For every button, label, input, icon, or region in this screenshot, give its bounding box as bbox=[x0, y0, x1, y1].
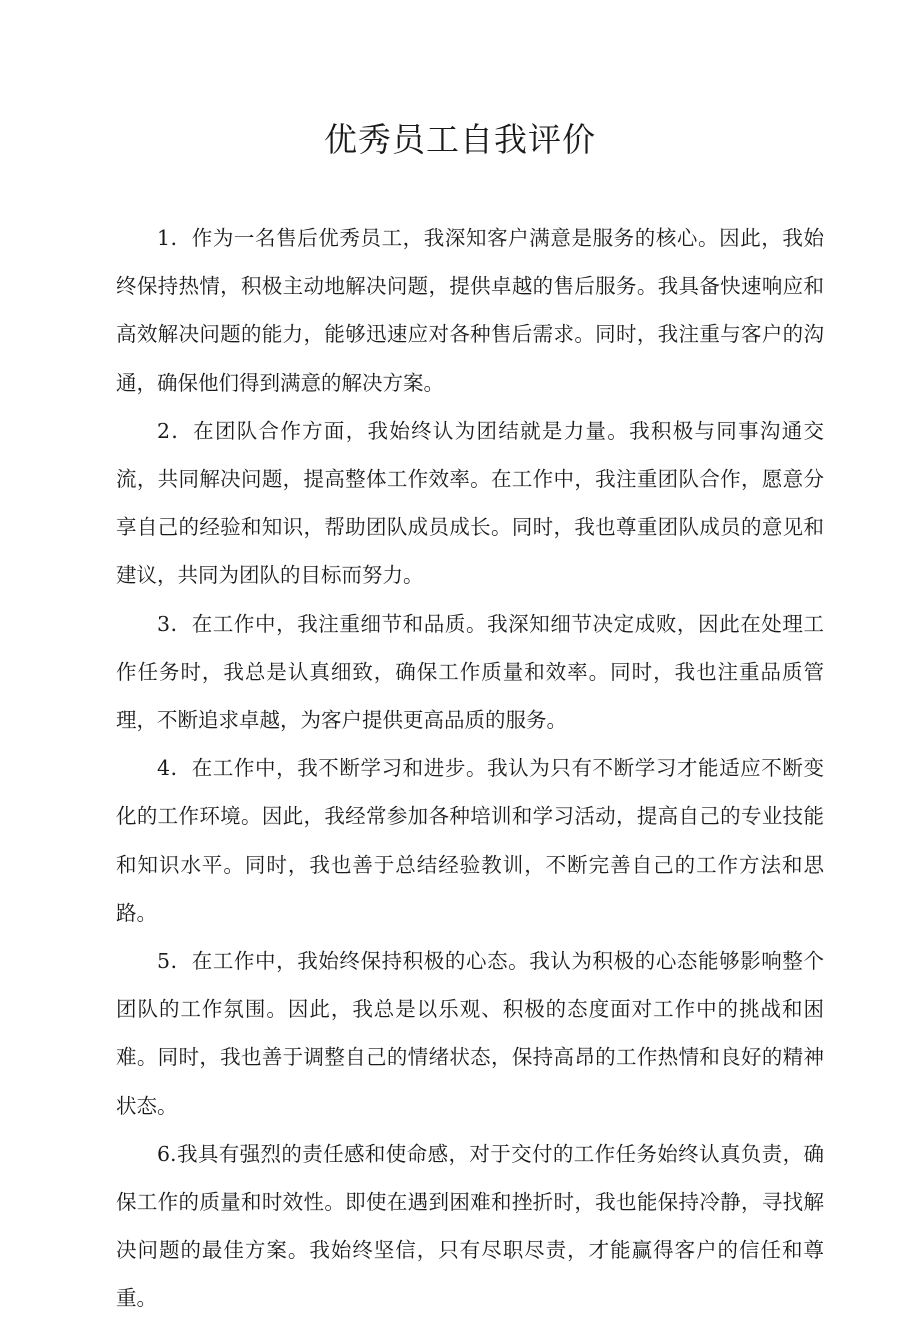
paragraph-6: 6.我具有强烈的责任感和使命感，对于交付的工作任务始终认真负责，确保工作的质量和时效性。即使在遇到困难和挫折时，我也能保持冷静，寻找解决问题的最佳方案。我始终坚信，只有尽职尽责，才能赢得客户的信任和尊重。 bbox=[116, 1141, 824, 1311]
document-body bbox=[116, 214, 824, 1323]
page-title: 优秀员工自我评价 bbox=[324, 120, 596, 159]
paragraph-5: 5．在工作中，我始终保持积极的心态。我认为积极的心态能够影响整个团队的工作氛围。因此，我总是以乐观、积极的态度面对工作中的挑战和困难。同时，我也善于调整自己的情绪状态，保持高昂的工作热情和良好的精神状态。 bbox=[116, 949, 824, 1118]
paragraph-1: 1．作为一名售后优秀员工，我深知客户满意是服务的核心。因此，我始终保持热情，积极主动地解决问题，提供卓越的售后服务。我具备快速响应和高效解决问题的能力，能够迅速应对各种售后需求。同时，我注重与客户的沟通，确保他们得到满意的解决方案。 bbox=[116, 226, 824, 395]
paragraph-3: 3．在工作中，我注重细节和品质。我深知细节决定成败，因此在处理工作任务时，我总是认真细致，确保工作质量和效率。同时，我也注重品质管理，不断追求卓越，为客户提供更高品质的服务。 bbox=[116, 611, 824, 733]
paragraph-4: 4．在工作中，我不断学习和进步。我认为只有不断学习才能适应不断变化的工作环境。因此，我经常参加各种培训和学习活动，提高自己的专业技能和知识水平。同时，我也善于总结经验教训，不断完善自己的工作方法和思路。 bbox=[116, 756, 824, 925]
paragraph-2: 2．在团队合作方面，我始终认为团结就是力量。我积极与同事沟通交流，共同解决问题，提高整体工作效率。在工作中，我注重团队合作，愿意分享自己的经验和知识，帮助团队成员成长。同时，我也尊重团队成员的意见和建议，共同为团队的目标而努力。 bbox=[116, 418, 824, 588]
